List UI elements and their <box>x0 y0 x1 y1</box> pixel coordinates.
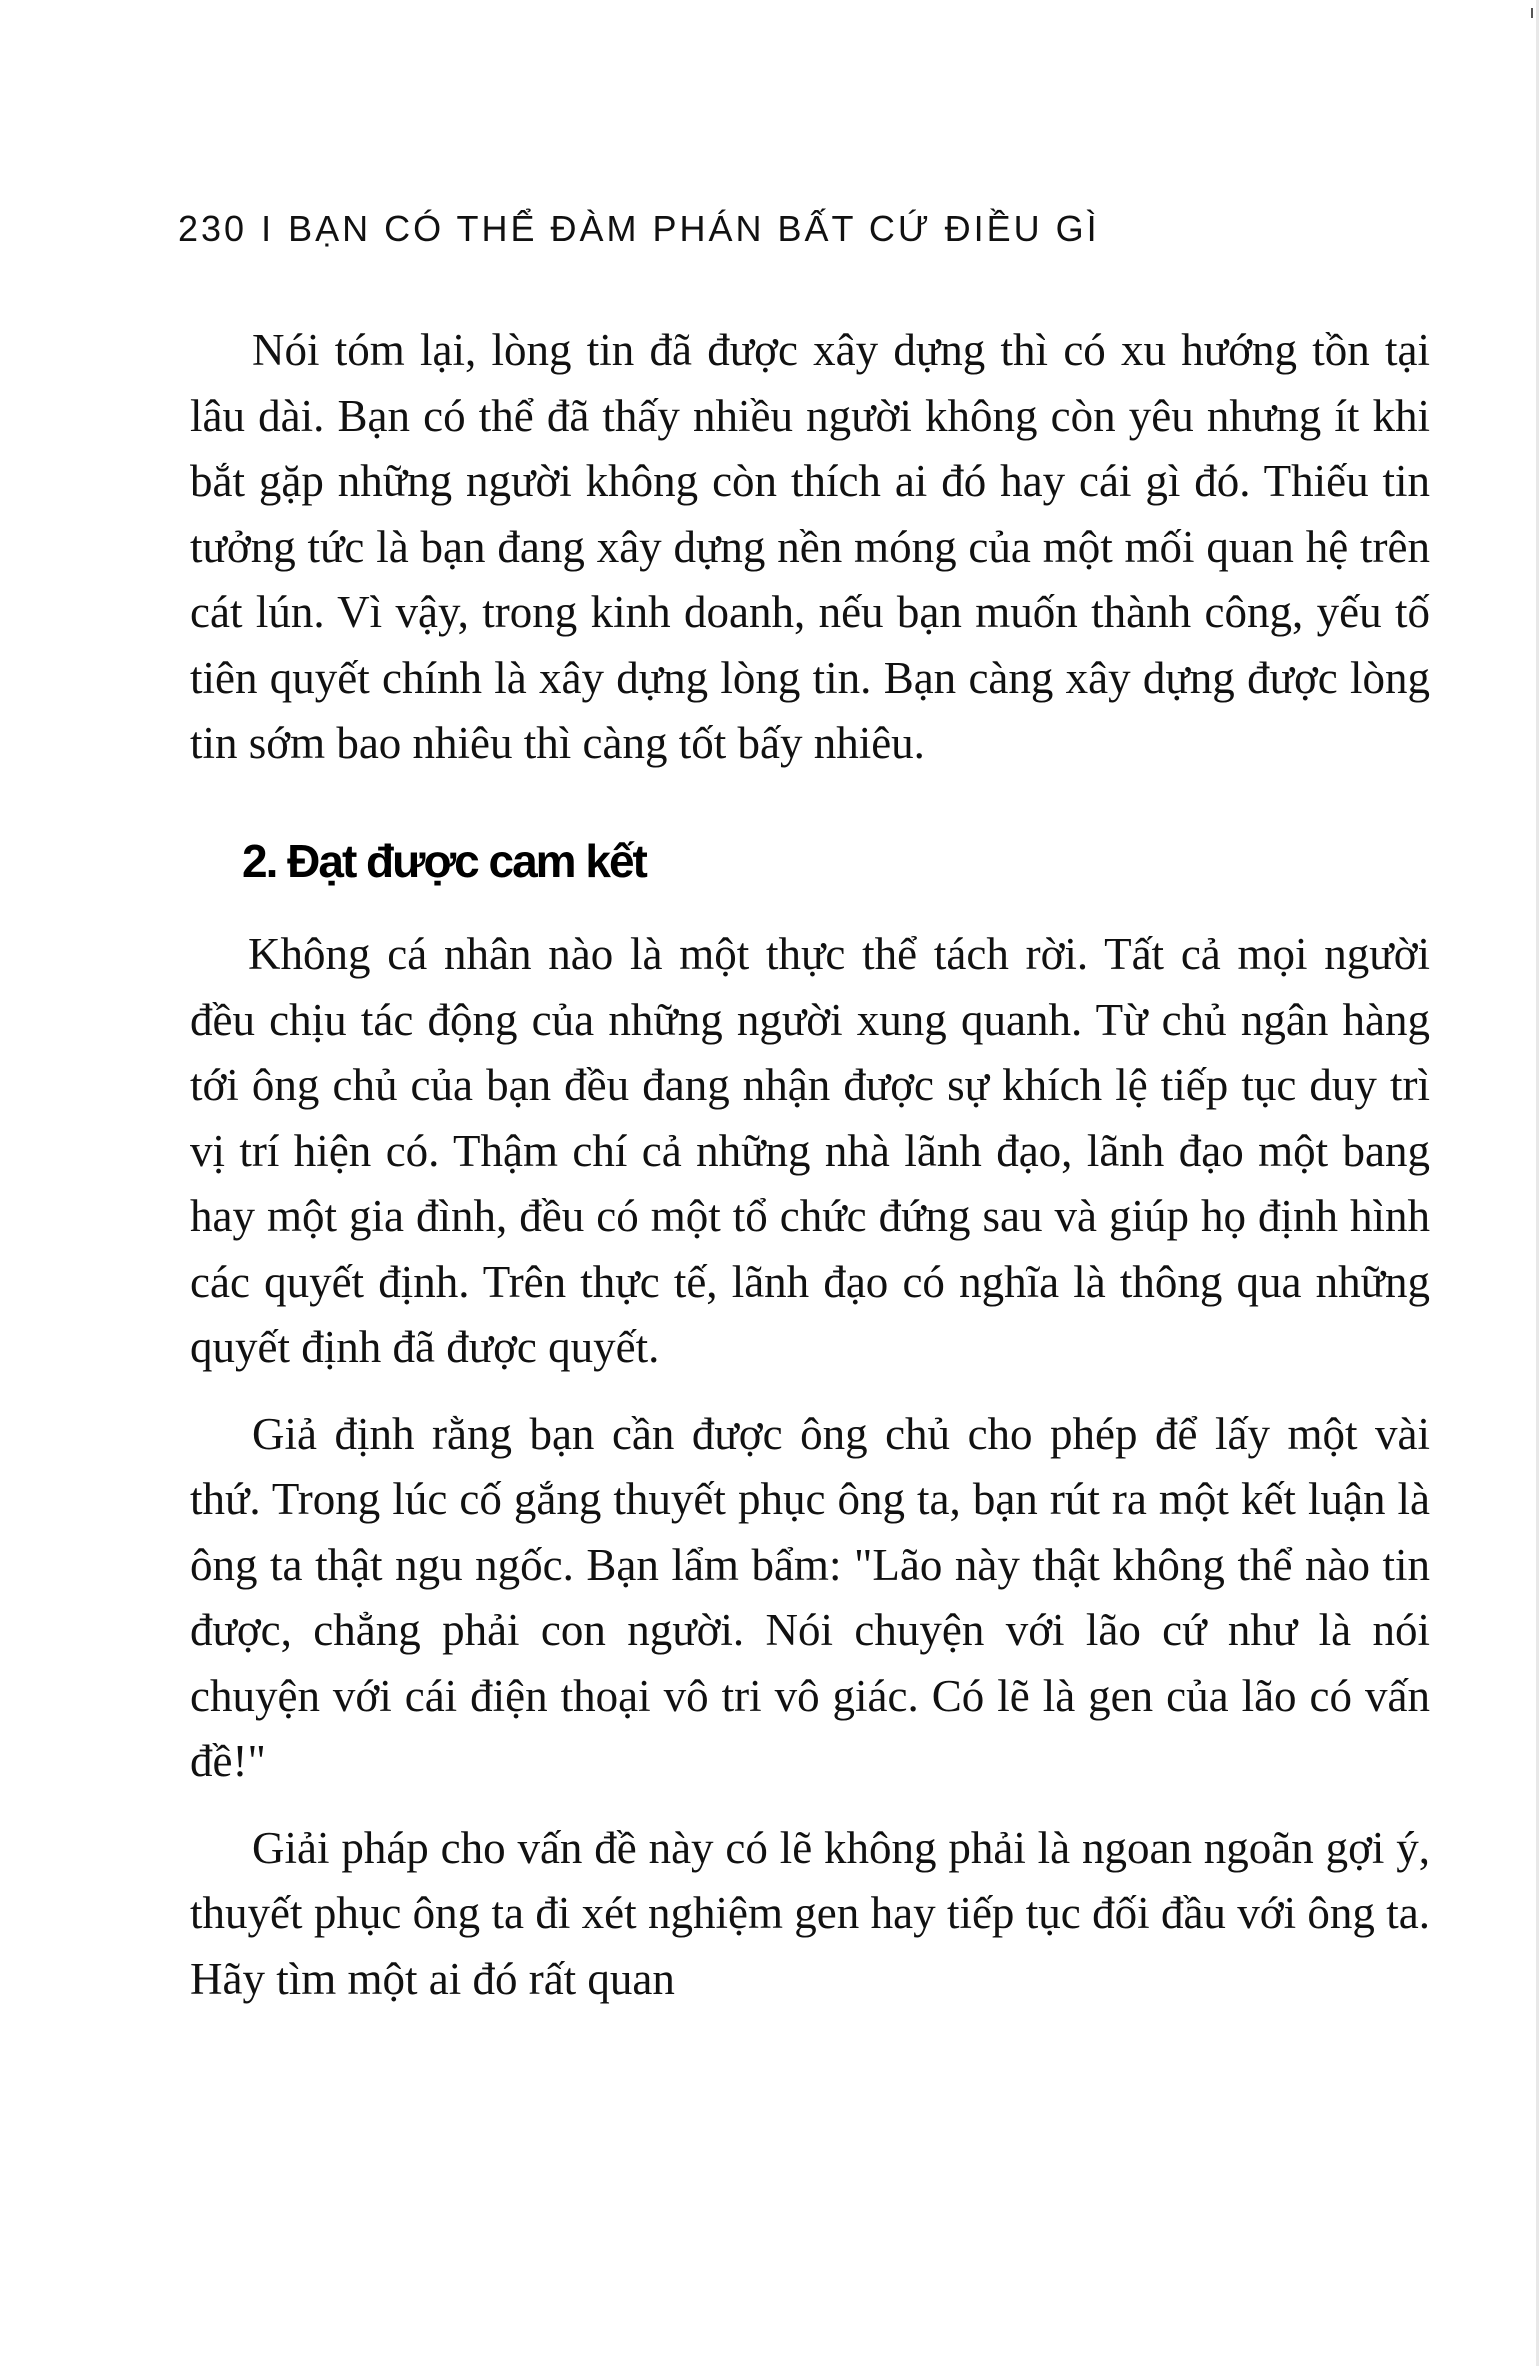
book-title: BẠN CÓ THỂ ĐÀM PHÁN BẤT CỨ ĐIỀU GÌ <box>288 208 1100 249</box>
section-heading: 2. Đạt được cam kết <box>242 834 646 887</box>
paragraph: Giả định rằng bạn cần được ông chủ cho phép để lấy một vài thứ. Trong lúc cố gắng thuyết phục ông ta, bạn rút ra một kết luận là ông ta thật ngu ngốc. Bạn lẩm bẩm: "Lão này thật không thể nào tin được, chẳng phải con người. Nói chuyện với lão cứ như là nói chuyện với cái điện thoại vô tri vô giác. Có lẽ là gen của lão có vấn đề!" <box>190 1408 1430 1786</box>
page-number: 230 <box>178 208 248 249</box>
paragraph: Nói tóm lại, lòng tin đã được xây dựng thì có xu hướng tồn tại lâu dài. Bạn có thể đã thấy nhiều người không còn yêu nhưng ít khi bắt gặp những người không còn thích ai đó hay cái gì đó. Thiếu tin tưởng tức là bạn đang xây dựng nền móng của một mối quan hệ trên cát lún. Vì vậy, trong kinh doanh, nếu bạn muốn thành công, yếu tố tiên quyết chính là xây dựng lòng tin. Bạn càng xây dựng được lòng tin sớm bao nhiêu thì càng tốt bấy nhiêu. <box>190 325 1430 768</box>
paragraph: Giải pháp cho vấn đề này có lẽ không phải là ngoan ngoãn gợi ý, thuyết phục ông ta đi xét nghiệm gen hay tiếp tục đối đầu với ông ta. Hãy tìm một ai đó rất quan <box>190 1822 1430 2004</box>
page-body <box>190 318 1430 2012</box>
paragraph: Không cá nhân nào là một thực thể tách rời. Tất cả mọi người đều chịu tác động của những người xung quanh. Từ chủ ngân hàng tới ông chủ của bạn đều đang nhận được sự khích lệ tiếp tục duy trì vị trí hiện có. Thậm chí cả những nhà lãnh đạo, lãnh đạo một bang hay một gia đình, đều có một tổ chức đứng sau và giúp họ định hình các quyết định. Trên thực tế, lãnh đạo có nghĩa là thông qua những quyết định đã được quyết. <box>190 929 1430 1372</box>
scan-corner-mark <box>1531 8 1533 18</box>
running-header <box>178 208 1100 250</box>
header-separator: I <box>261 208 275 249</box>
